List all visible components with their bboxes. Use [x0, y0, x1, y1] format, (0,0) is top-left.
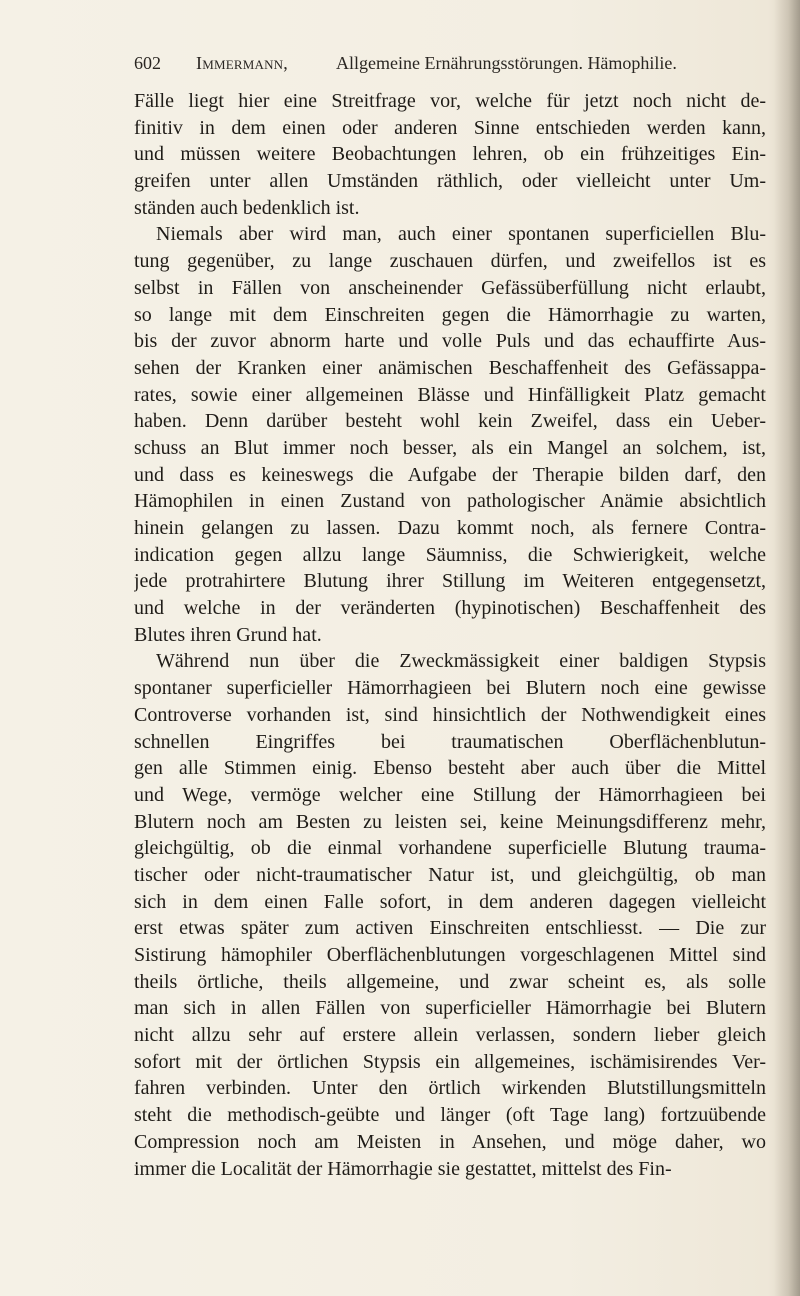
text-line: theils örtliche, theils allgemeine, und zwar scheint es, als solle — [134, 970, 766, 993]
text-line: und welche in der veränderten (hypinotischen) Beschaffenheit des — [134, 597, 766, 620]
text-line: Controverse vorhanden ist, sind hinsichtlich der Nothwendigkeit eines — [134, 703, 766, 726]
running-head — [134, 48, 754, 78]
text-line: Blutern noch am Besten zu leisten sei, keine Meinungsdifferenz mehr, — [134, 810, 766, 833]
text-line: hinein gelangen zu lassen. Dazu kommt noch, als fernere Contra- — [134, 517, 766, 539]
text-line: selbst in Fällen von anscheinender Gefässüberfüllung nicht erlaubt, — [134, 276, 766, 299]
text-line: Sistirung hämophiler Oberflächenblutungen vorgeschlagenen Mittel sind — [134, 944, 766, 966]
text-line: immer die Localität der Hämorrhagie sie gestattet, mittelst des Fin- — [134, 1157, 672, 1180]
text-line: und dass es keineswegs die Aufgabe der Therapie bilden darf, den — [134, 463, 766, 486]
text-line: Blutes ihren Grund hat. — [134, 623, 322, 646]
text-line: jede protrahirtere Blutung ihrer Stillung im Weiteren entgegensetzt, — [134, 570, 766, 593]
page-edge-shadow — [774, 0, 800, 1296]
running-head-author: Immermann, — [196, 53, 288, 73]
text-line: gleichgültig, ob die einmal vorhandene superficielle Blutung trauma- — [134, 837, 766, 860]
text-line: Während nun über die Zweckmässigkeit einer baldigen Stypsis — [156, 650, 766, 673]
text-line: ständen auch bedenklich ist. — [134, 196, 360, 219]
text-line: fahren verbinden. Unter den örtlich wirkenden Blutstillungsmitteln — [134, 1077, 766, 1100]
text-line: nicht allzu sehr auf erstere allein verlassen, sondern lieber gleich — [134, 1024, 766, 1047]
text-line: greifen unter allen Umständen räthlich, oder vielleicht unter Um- — [134, 170, 766, 193]
text-line: und Wege, vermöge welcher eine Stillung der Hämorrhagieen bei — [134, 783, 766, 806]
text-line: rates, sowie einer allgemeinen Blässe und Hinfälligkeit Platz gemacht — [134, 383, 766, 406]
text-line: so lange mit dem Einschreiten gegen die Hämorrhagie zu warten, — [134, 303, 766, 326]
text-line: Compression noch am Meisten in Ansehen, und möge daher, wo — [134, 1130, 766, 1153]
text-line: haben. Denn darüber besteht wohl kein Zweifel, dass ein Ueber- — [134, 410, 766, 433]
text-line: bis der zuvor abnorm harte und volle Puls und das echauffirte Aus- — [134, 330, 766, 353]
text-line: und müssen weitere Beobachtungen lehren, ob ein frühzeitiges Ein- — [134, 143, 766, 166]
text-line: finitiv in dem einen oder anderen Sinne entschieden werden kann, — [134, 116, 766, 139]
text-line: spontaner superficieller Hämorrhagieen bei Blutern noch eine gewisse — [134, 677, 766, 700]
text-line: schnellen Eingriffes bei traumatischen Oberflächenblutun- — [134, 730, 766, 753]
text-line: tung gegenüber, zu lange zuschauen dürfen, und zweifellos ist es — [134, 250, 766, 273]
text-line: sehen der Kranken einer anämischen Beschaffenheit des Gefässappa- — [134, 356, 766, 379]
text-line: Fälle liegt hier eine Streitfrage vor, welche für jetzt noch nicht de- — [134, 90, 766, 112]
running-head-title: Allgemeine Ernährungsstörungen. Hämophilie. — [336, 53, 677, 73]
text-line: Niemals aber wird man, auch einer spontanen superficiellen Blu- — [156, 223, 766, 246]
text-line: steht die methodisch-geübte und länger (oft Tage lang) fortzuübende — [134, 1104, 766, 1127]
text-line: schuss an Blut immer noch besser, als ein Mangel an solchem, ist, — [134, 436, 766, 459]
text-line: erst etwas später zum activen Einschreiten entschliesst. — Die zur — [134, 917, 766, 940]
text-line: indication gegen allzu lange Säumniss, die Schwierigkeit, welche — [134, 543, 766, 566]
text-line: gen alle Stimmen einig. Ebenso besteht aber auch über die Mittel — [134, 757, 766, 780]
text-line: man sich in allen Fällen von superficieller Hämorrhagie bei Blutern — [134, 997, 766, 1020]
text-line: tischer oder nicht-traumatischer Natur ist, und gleichgültig, ob man — [134, 863, 766, 886]
text-line: sich in dem einen Falle sofort, in dem anderen dagegen vielleicht — [134, 890, 766, 913]
page-number: 602 — [134, 53, 161, 73]
text-line: sofort mit der örtlichen Stypsis ein allgemeines, ischämisirendes Ver- — [134, 1050, 766, 1073]
body-text — [134, 88, 766, 1182]
text-line: Hämophilen in einen Zustand von pathologischer Anämie absichtlich — [134, 490, 766, 513]
